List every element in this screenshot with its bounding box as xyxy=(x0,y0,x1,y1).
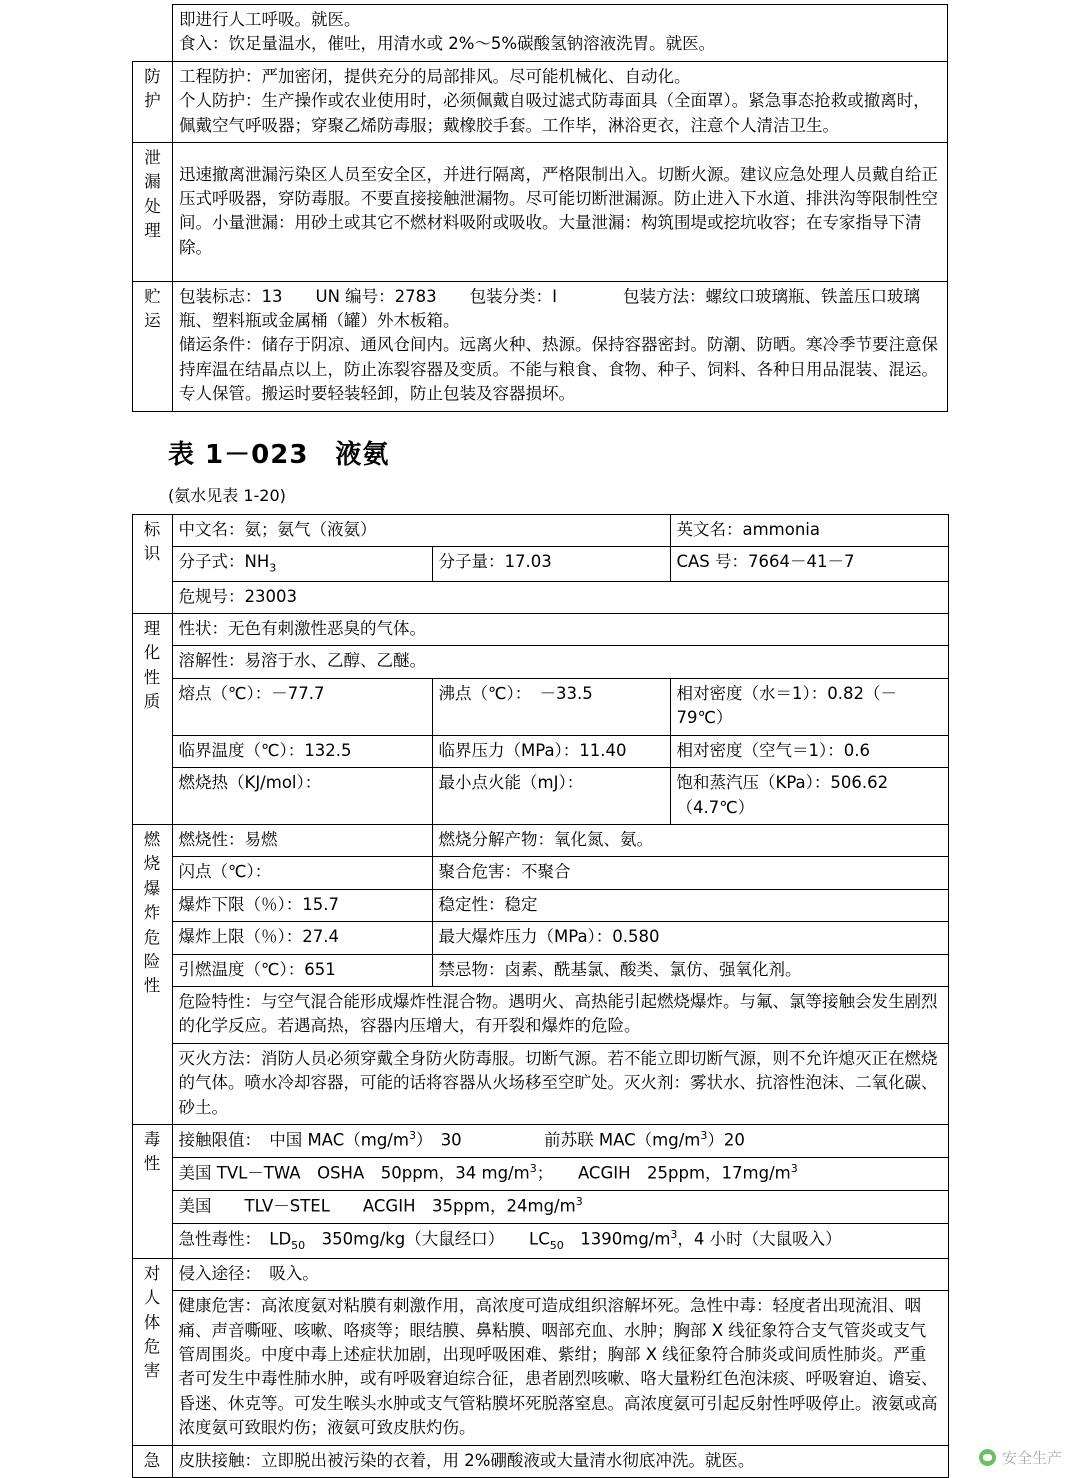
first-aid-continued-cell xyxy=(173,5,948,62)
usa-tlv-stel-cell: 美国 TLV－STEL ACGIH 35ppm，$24mg/m^3$ xyxy=(172,1190,948,1223)
chinese-name-cell: 中文名：氨；氨气（液氨） xyxy=(172,514,670,546)
table-row xyxy=(132,954,948,986)
combustion-heat-cell: 燃烧热（KJ/mol）： xyxy=(172,768,432,825)
row-label-toxicity: 毒 性 xyxy=(132,1124,172,1258)
leak-handling-text: 迅速撤离泄漏污染区人员至安全区，并进行隔离，严格限制出入。切断火源。建议应急处理人员戴自给正压式呼吸器，穿防毒服。不要直接接触泄漏物。尽可能切断泄漏源。防止进入下水道、排洪沟等限制性空间。小量泄漏：用砂土或其它不燃材料吸附或吸收。大量泄漏：构筑围堤或挖坑收容；在专家指导下清除。 xyxy=(179,164,938,257)
combustibility-cell: 燃烧性：易燃 xyxy=(172,824,432,856)
row-label-first-aid: 急 xyxy=(132,1445,172,1477)
solubility-cell: 溶解性：易溶于水、乙醇、乙醚。 xyxy=(172,646,948,678)
row-label-protection: 防 护 xyxy=(133,61,173,142)
row-label-physical: 理 化 性 质 xyxy=(132,614,172,825)
saturated-vapor-pressure-cell: 饱和蒸汽压（KPa）：506.62（4.7℃） xyxy=(670,768,948,825)
table-row xyxy=(133,143,948,282)
page-title: 表 1－023 液氨 xyxy=(168,439,390,470)
max-explosion-pressure-cell: 最大爆炸压力（MPa）：0.580 xyxy=(432,922,948,954)
skin-contact-cell: 皮肤接触：立即脱出被污染的衣着，用 2%硼酸液或大量清水彻底冲洗。就医。 xyxy=(172,1445,948,1477)
table-row xyxy=(132,768,948,825)
table-row xyxy=(132,614,948,646)
table-row xyxy=(132,735,948,767)
row-label-empty xyxy=(133,5,173,62)
exposure-limits-cell: 接触限值： 中国 $MAC(mg/m^3)$ 30 前苏联 $MAC(mg/m^3)20$ xyxy=(172,1124,948,1157)
decomposition-products-cell: 燃烧分解产物：氧化氮、氨。 xyxy=(432,824,948,856)
usa-tvl-twa-cell: 美国 TVL－TWA OSHA 50ppm，34 $mg/m^3$； ACGIH 25ppm，$17mg/m^3$ xyxy=(172,1157,948,1190)
table-row xyxy=(132,1157,948,1190)
polymerization-hazard-cell: 聚合危害：不聚合 xyxy=(432,857,948,889)
table-row xyxy=(132,857,948,889)
table-row xyxy=(132,678,948,735)
table-row xyxy=(132,514,948,546)
incompatible-materials-cell: 禁忌物：卤素、酰基氯、酸类、氯仿、强氧化剂。 xyxy=(432,954,948,986)
page-subtitle: (氨水见表 1-20) xyxy=(168,485,286,505)
formula-cell: 分子式：$NH_3$ xyxy=(172,547,432,582)
ignition-temperature-cell: 引燃温度（℃）：651 xyxy=(172,954,432,986)
table-row xyxy=(132,547,948,582)
lower-explosion-limit-cell: 爆炸下限（％）：15.7 xyxy=(172,889,432,921)
first-aid-line-2: 食入：饮足量温水，催吐，用清水或 2%～5%碳酸氢钠溶液洗胃。就医。 xyxy=(179,34,716,54)
molecular-weight-cell: 分子量：17.03 xyxy=(432,547,670,582)
table-row xyxy=(132,1190,948,1223)
english-name-cell: 英文名：ammonia xyxy=(670,514,948,546)
top-continuation-table xyxy=(132,4,948,412)
table-row xyxy=(132,922,948,954)
personal-protection: 个人防护：生产操作或农业使用时，必须佩戴自吸过滤式防毒面具（全面罩）。紧急事态抢救或撤离时，佩戴空气呼吸器；穿聚乙烯防毒服；戴橡胶手套。工作毕，淋浴更衣，注意个人清洁卫生。 xyxy=(179,91,930,135)
table-row xyxy=(132,986,948,1043)
min-ignition-energy-cell: 最小点火能（mJ）： xyxy=(432,768,670,825)
row-label-health-hazard: 对 人 体 危 害 xyxy=(132,1258,172,1445)
upper-explosion-limit-cell: 爆炸上限（％）：27.4 xyxy=(172,922,432,954)
row-label-fire-explosion: 燃 烧 爆 炸 危 险 性 xyxy=(132,824,172,1124)
table-row xyxy=(132,1223,948,1258)
wechat-icon xyxy=(979,1449,996,1466)
row-label-leak-handling: 泄 漏 处 理 xyxy=(133,143,173,282)
table-row xyxy=(132,889,948,921)
table-row xyxy=(132,1445,948,1477)
leak-handling-cell xyxy=(173,143,948,282)
cas-cell: CAS 号：7664－41－7 xyxy=(670,547,948,582)
critical-temperature-cell: 临界温度（℃）：132.5 xyxy=(172,735,432,767)
flash-point-cell: 闪点（℃）： xyxy=(172,857,432,889)
title-block xyxy=(132,434,948,506)
exposure-route-cell: 侵入途径： 吸入。 xyxy=(172,1258,948,1290)
table-row xyxy=(132,1291,948,1445)
table-row xyxy=(132,646,948,678)
engineering-protection: 工程防护：严加密闭，提供充分的局部排风。尽可能机械化、自动化。 xyxy=(179,66,691,86)
melting-point-cell: 熔点（℃）：－77.7 xyxy=(172,678,432,735)
msds-table xyxy=(132,514,949,1478)
stability-cell: 稳定性：稳定 xyxy=(432,889,948,921)
table-row xyxy=(132,1043,948,1124)
storage-conditions: 储运条件：储存于阴凉、通风仓间内。远离火种、热源。保持容器密封。防潮、防晒。寒冷季节要注意保持库温在结晶点以上，防止冻裂容器及变质。不能与粮食、食物、种子、饲料、各种日用品混装、混运。专人保管。搬运时要轻装轻卸，防止包装及容器损坏。 xyxy=(179,335,938,404)
first-aid-line-1: 即进行人工呼吸。就医。 xyxy=(179,10,361,29)
table-row xyxy=(132,824,948,856)
hazard-number-cell: 危规号：23003 xyxy=(172,581,948,613)
protection-cell xyxy=(173,61,948,142)
acute-toxicity-cell: 急性毒性： $LD_{50}$ 350mg/kg（大鼠经口） $LC_{50}$ $1390mg/m^3$，4 小时（大鼠吸入） xyxy=(172,1223,948,1258)
watermark xyxy=(979,1447,1062,1468)
table-row xyxy=(132,581,948,613)
table-row xyxy=(133,5,948,62)
health-hazard-cell: 健康危害：高浓度氨对粘膜有刺激作用，高浓度可造成组织溶解坏死。急性中毒：轻度者出现流泪、咽痛、声音嘶哑、咳嗽、咯痰等；眼结膜、鼻粘膜、咽部充血、水肿；胸部 X 线征象符合支气管炎或支气管周围炎。中度中毒上述症状加剧，出现呼吸困难、紫绀；胸部 X 线征象符合肺炎或间质性肺炎。严重者可发生中毒性肺水肿，或有呼吸窘迫综合征，患者剧烈咳嗽、咯大量粉红色泡沫痰、呼吸窘迫、谵妄、昏迷、休克等。可发生喉头水肿或支气管粘膜坏死脱落窒息。高浓度氨可引起反射性呼吸停止。液氨或高浓度氨可致眼灼伤；液氨可致皮肤灼伤。 xyxy=(172,1291,948,1445)
critical-pressure-cell: 临界压力（MPa）：11.40 xyxy=(432,735,670,767)
table-row xyxy=(133,61,948,142)
relative-density-water-cell: 相对密度（水＝1）：0.82（－79℃） xyxy=(670,678,948,735)
table-row xyxy=(132,1258,948,1290)
table-row xyxy=(133,281,948,411)
table-row xyxy=(132,1124,948,1157)
row-label-storage-transport: 贮 运 xyxy=(133,281,173,411)
relative-density-air-cell: 相对密度（空气＝1）：0.6 xyxy=(670,735,948,767)
watermark-text: 安全生产 xyxy=(1001,1449,1062,1467)
hazard-characteristics-cell: 危险特性：与空气混合能形成爆炸性混合物。遇明火、高热能引起燃烧爆炸。与氟、氯等接触会发生剧烈的化学反应。若遇高热，容器内压增大，有开裂和爆炸的危险。 xyxy=(172,986,948,1043)
row-label-identity: 标 识 xyxy=(132,514,172,613)
packing-info: 包装标志：13 UN 编号：2783 包装分类：Ⅰ 包装方法：螺纹口玻璃瓶、铁盖压口玻璃瓶、塑料瓶或金属桶（罐）外木板箱。 xyxy=(179,286,921,331)
boiling-point-cell: 沸点（℃）： －33.5 xyxy=(432,678,670,735)
storage-transport-cell xyxy=(173,281,948,411)
fire-fighting-cell: 灭火方法：消防人员必须穿戴全身防火防毒服。切断气源。若不能立即切断气源，则不允许熄灭正在燃烧的气体。喷水冷却容器，可能的话将容器从火场移至空旷处。灭火剂：雾状水、抗溶性泡沫、二氧化碳、砂土。 xyxy=(172,1043,948,1124)
appearance-cell: 性状：无色有刺激性恶臭的气体。 xyxy=(172,614,948,646)
